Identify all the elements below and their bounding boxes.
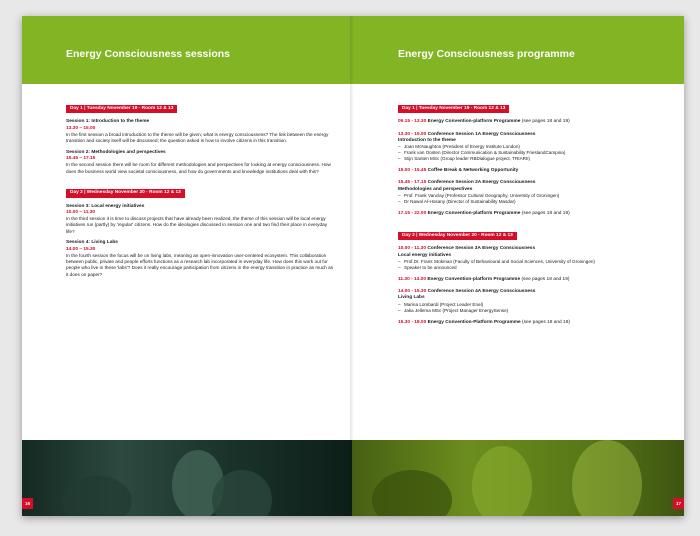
programme-time: 15.30 - 18.00 <box>398 319 427 325</box>
programme-title: Conference Session 4A Energy Consciousness <box>427 289 536 295</box>
programme-item <box>398 132 670 163</box>
programme-note: (see pages 18 and 19) <box>520 210 570 216</box>
programme-item <box>398 168 670 174</box>
programme-item <box>398 211 670 217</box>
programme-subtitle: Introduction to the theme <box>398 137 456 143</box>
sessions-content <box>66 96 334 283</box>
day2-bar: Day 2 | Wednesday November 20 - Room 12 & 13 <box>66 189 185 198</box>
speaker-item: – Prof.Dr. Frans Stokman (Faculty of Behavioural and Social Sciences, University of Groningen) <box>398 259 670 265</box>
session-4 <box>66 240 334 278</box>
right-page <box>352 16 684 516</box>
session-2 <box>66 150 334 175</box>
left-page-title: Energy Consciousness sessions <box>66 48 230 60</box>
programme-time: 11.30 - 14.00 <box>398 277 427 283</box>
programme-time: 14.00 - 15.30 <box>398 289 427 295</box>
day2-programme-list <box>398 246 670 326</box>
programme-note: (see pages 18 and 19) <box>520 319 570 325</box>
programme-title: Conference Session 1A Energy Consciousness <box>427 131 536 137</box>
speaker-list <box>398 144 670 162</box>
programme-item <box>398 320 670 326</box>
speaker-item: – Speaker to be announced <box>398 265 670 271</box>
page-number: 16 <box>22 498 33 509</box>
session-title: Session 3: Local energy initiatives <box>66 203 145 209</box>
programme-title: Conference Session 2A Energy Consciousness <box>427 180 536 186</box>
programme-time: 09.15 - 13.30 <box>398 119 427 125</box>
session-time: 10.00 – 11.30 <box>66 209 96 215</box>
left-header-band <box>22 16 352 84</box>
speaker-item: – Dr Nawal Al-Hosany (Director of Sustainability Masdar) <box>398 199 670 205</box>
speaker-list <box>398 259 670 271</box>
programme-title: Coffee Break & Networking Opportunity <box>427 168 519 174</box>
programme-subtitle: Local energy initiatives <box>398 252 452 258</box>
programme-title: Conference Session 3A Energy Consciousness <box>427 246 536 252</box>
programme-time: 13.30 - 15.00 <box>398 131 427 137</box>
speaker-item: – Jaka Jellema MSc (Project Manager EnergySense) <box>398 308 670 314</box>
programme-time: 15.00 - 15.45 <box>398 168 427 174</box>
programme-item <box>398 180 670 205</box>
left-page <box>22 16 352 516</box>
programme-note: (see pages 18 and 19) <box>520 277 570 283</box>
photo-figure <box>572 440 642 516</box>
speaker-item: – Prof. Frank Vanclay (Professor Cultural Geography, University of Groningen) <box>398 193 670 199</box>
session-time: 15.45 – 17.15 <box>66 156 96 161</box>
programme-item <box>398 289 670 314</box>
programme-item <box>398 119 670 125</box>
photo-figure <box>62 476 132 516</box>
speaker-list <box>398 302 670 314</box>
programme-item <box>398 246 670 271</box>
session-description: In the second session there will be room for different methodologies and perspectives for looking at energy consciousness. How does the business world view societal consciousness, and how do governments and knowledge institutions deal with this? <box>66 162 331 174</box>
programme-title: Energy Convention-platform Programme <box>427 277 521 283</box>
right-photo <box>352 440 684 516</box>
programme-subtitle: Methodologies and perspectives <box>398 186 473 192</box>
page-number: 17 <box>673 498 684 509</box>
day2-bar: Day 2 | Wednesday November 20 - Room 12 & 13 <box>398 232 517 241</box>
day1-programme-list <box>398 119 670 217</box>
session-title: Session 4: Living Labs <box>66 240 118 246</box>
left-photo <box>22 440 352 516</box>
programme-title: Energy Convention-platform Programme <box>427 119 521 125</box>
programme-content <box>398 96 670 332</box>
speaker-item: – Joan McNaughton (President of Energy Institute London) <box>398 144 670 150</box>
speaker-item: – Frank van Oosten (Director Communication & Sustainability FrieslandCampina) <box>398 150 670 156</box>
photo-figure <box>472 446 532 516</box>
day1-bar: Day 1 | Tuesday November 19 - Room 12 & 13 <box>398 105 509 114</box>
session-time: 14.00 – 15.30 <box>66 246 96 252</box>
session-title: Session 2: Methodologies and perspectives <box>66 149 166 155</box>
session-description: In the fourth session the focus will be on living labs, meaning an open-innovation user-centered ecosystem. This collaboration between public, private and people efforts functions as a research lab incorporated in everyday life. How does this work out for people who live in these 'labs'? Does it really encourage participation from citizens in the energy transition in practice as much as it does on paper? <box>66 252 334 277</box>
session-1 <box>66 119 334 144</box>
session-time: 13.30 – 15.00 <box>66 125 96 131</box>
session-description: In the first session a broad introduction to the theme will be given; what is energy consciousness? The link between the energy transition and society itself will be discussed; the question asked is how to involve citizens in this transition. <box>66 131 329 143</box>
speaker-list <box>398 193 670 205</box>
session-title: Session 1: Introduction to the theme <box>66 119 150 125</box>
programme-item <box>398 277 670 283</box>
right-header-band <box>352 16 684 84</box>
programme-title: Energy Convention-Platform Programme <box>427 319 521 325</box>
programme-time: 17.15 - 22.00 <box>398 210 427 216</box>
photo-figure <box>212 470 272 516</box>
right-page-title: Energy Consciousness programme <box>398 48 575 60</box>
speaker-item: – Marina Lombardi (Project Leader Enel) <box>398 302 670 308</box>
day1-bar: Day 1 | Tuesday November 19 - Room 12 & 13 <box>66 105 177 114</box>
brochure-spread <box>22 16 684 516</box>
photo-figure <box>372 470 452 516</box>
programme-time: 10.00 - 11.30 <box>398 246 427 252</box>
programme-title: Energy Convention-platform Programme <box>427 210 521 216</box>
session-3 <box>66 204 334 235</box>
speaker-item: – Stijn Santen MSc (Group leader RBDialogue project, TRIARII) <box>398 156 670 162</box>
programme-note: (see pages 18 and 19) <box>520 119 570 125</box>
session-description: In the third session it is time to discuss projects that have already been realized, the theme of this session will be local energy initiatives run (partly) by 'regular' citizens. How do the ideologies discussed in session one and two find their place in everyday life? <box>66 216 328 234</box>
spine-shadow <box>350 16 354 516</box>
programme-time: 15.45 - 17.15 <box>398 180 427 186</box>
programme-subtitle: Living Labs <box>398 295 425 301</box>
